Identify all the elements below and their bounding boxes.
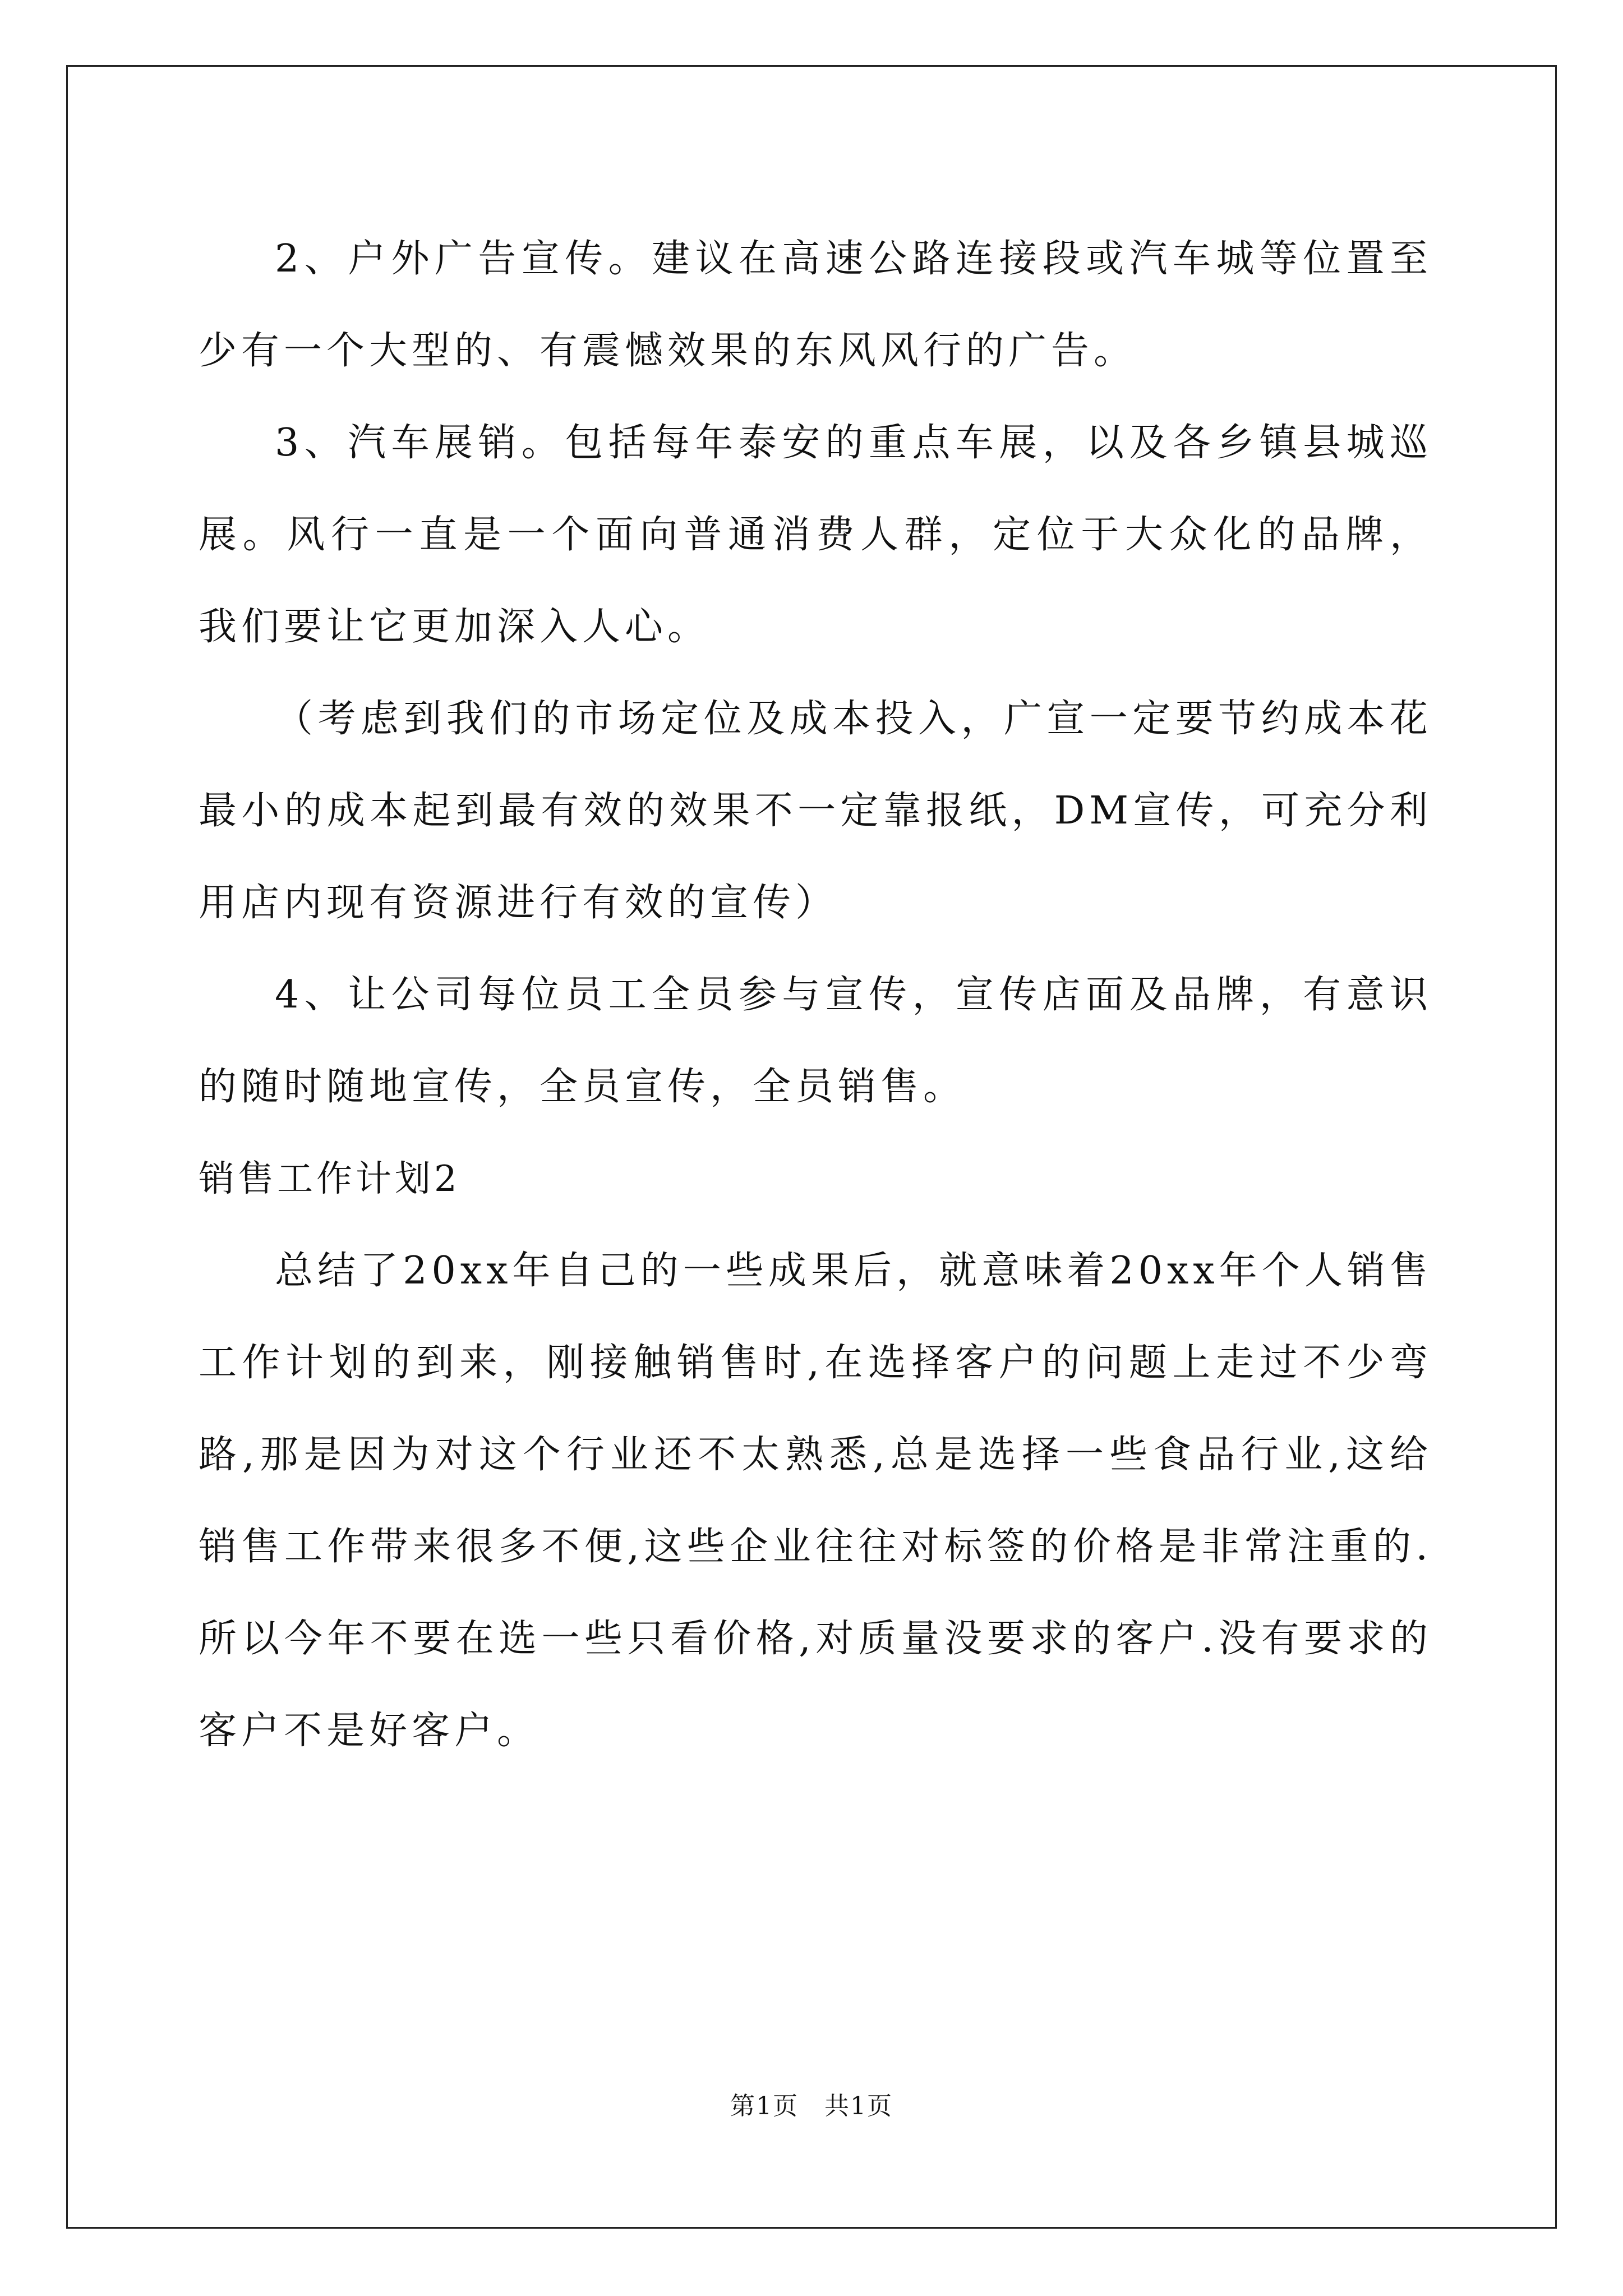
paragraph-auto-show: 3、汽车展销。包括每年泰安的重点车展，以及各乡镇县城巡展。风行一直是一个面向普通消费人群，定位于大众化的品牌，我们要让它更加深入人心。 [199,421,1432,649]
paragraph-outdoor-ads: 2、户外广告宣传。建议在高速公路连接段或汽车城等位置至少有一个大型的、有震憾效果的东风风行的广告。 [199,237,1432,373]
paragraph-sales-summary: 总结了20xx年自己的一些成果后，就意味着20xx年个人销售工作计划的到来，刚接触销售时,在选择客户的问题上走过不少弯路,那是因为对这个行业还不太熟悉,总是选择一些食品行业,这给销售工作带来很多不便,这些企业往往对标签的价格是非常注重的.所以今年不要在选一些只看价格,对质量没要求的客户.没有要求的客户不是好客户。 [199,1249,1432,1753]
paragraph-cost-note: （考虑到我们的市场定位及成本投入，广宣一定要节约成本花最小的成本起到最有效的效果不一定靠报纸，DM宣传，可充分利用店内现有资源进行有效的宣传） [199,697,1432,925]
page-footer: 第1页 共1页 [730,2092,893,2120]
document-body [199,213,1432,1777]
section-heading: 销售工作计划2 [199,1158,460,1200]
paragraph-staff-promotion: 4、让公司每位员工全员参与宣传，宣传店面及品牌，有意识的随时随地宣传，全员宣传，全员销售。 [199,973,1432,1109]
